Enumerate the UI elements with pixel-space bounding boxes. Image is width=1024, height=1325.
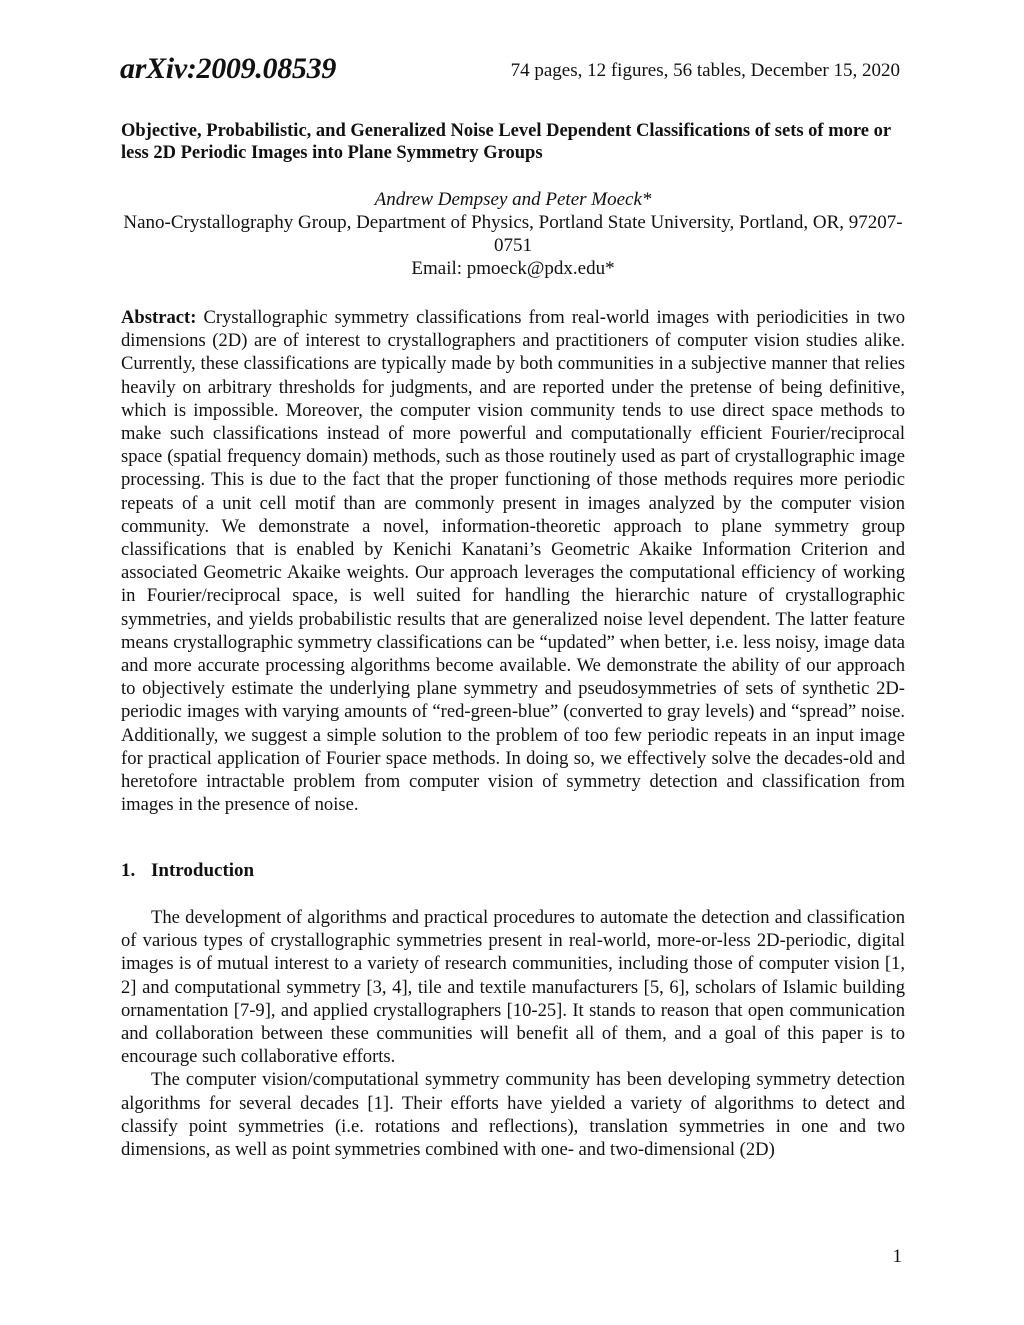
abstract-text: Crystallographic symmetry classifications from real-world images with periodicities in two dimensions (2D) are of interest to crystallographers and practitioners of computer vision studies alike. Currently, these classifications are typically made by both communities in a subjective manner that relies heavily on arbitrary thresholds for judgments, and are reported under the pretense of being definitive, which is impossible. Moreover, the computer vision community tends to use direct space methods to make such classifications instead of more powerful and computationally efficient Fourier/reciprocal space (spatial frequency domain) methods, such as those routinely used as part of crystallographic image processing. This is due to the fact that the proper functioning of those methods requires more periodic repeats of a unit cell motif than are commonly present in images analyzed by the computer vision community. We demonstrate a novel, information-theoretic approach to plane symmetry group classifications that is enabled by Kenichi Kanatani’s Geometric Akaike Information Criterion and associated Geometric Akaike weights. Our approach leverages the computational efficiency of working in Fourier/reciprocal space, is well suited for handling the hierarchic nature of crystallographic symmetries, and yields probabilistic results that are generalized noise level dependent. The latter feature means crystallographic symmetry classifications can be “updated” when better, i.e. less noisy, image data and more accurate processing algorithms become available. We demonstrate the ability of our approach to objectively estimate the underlying plane symmetry and pseudosymmetries of sets of synthetic 2D-periodic images with varying amounts of “red-green-blue” (converted to gray levels) and “spread” noise. Additionally, we suggest a simple solution to the problem of too few periodic repeats in an input image for practical application of Fourier space methods. In doing so, we effectively solve the decades-old and heretofore intractable problem from computer vision of symmetry detection and classification from images in the presence of noise. bbox=[121, 307, 905, 816]
intro-paragraph: The development of algorithms and practical procedures to automate the detection and classification of various types of crystallographic symmetries present in real-world, more-or-less 2D-periodic, digital images is of mutual interest to a variety of research communities, including those of computer vision [1, 2] and computational symmetry [3, 4], tile and textile manufacturers [5, 6], scholars of Islamic building ornamentation [7-9], and applied crystallographers [10-25]. It stands to reason that open communication and collaboration between these communities will benefit all of them, and a goal of this paper is to encourage such collaborative efforts. bbox=[121, 907, 905, 1068]
page-number: 1 bbox=[892, 1246, 902, 1267]
abstract bbox=[121, 306, 905, 816]
abstract-label: Abstract: bbox=[121, 307, 197, 328]
affiliation: Nano-Crystallography Group, Department of Physics, Portland State University, Portland, OR, 97207-0751 bbox=[123, 212, 903, 256]
paper-title: Objective, Probabilistic, and Generalized Noise Level Dependent Classifications of sets of more or less 2D Periodic Images into Plane Symmetry Groups bbox=[121, 121, 891, 163]
contact-email: Email: pmoeck@pdx.edu* bbox=[411, 258, 615, 279]
introduction-body bbox=[121, 906, 905, 1161]
author-names: Andrew Dempsey and Peter Moeck* bbox=[374, 189, 652, 210]
section-heading-introduction bbox=[121, 860, 254, 882]
section-number: 1. bbox=[121, 860, 136, 881]
section-title: Introduction bbox=[151, 860, 255, 881]
author-block bbox=[121, 188, 905, 280]
arxiv-identifier: arXiv:2009.08539 bbox=[120, 52, 337, 85]
header-metadata: 74 pages, 12 figures, 56 tables, December 15, 2020 bbox=[510, 60, 900, 81]
intro-paragraph: The computer vision/computational symmetry community has been developing symmetry detection algorithms for several decades [1]. Their efforts have yielded a variety of algorithms to detect and classify point symmetries (i.e. rotations and reflections), translation symmetries in one and two dimensions, as well as point symmetries combined with one- and two-dimensional (2D) bbox=[121, 1069, 905, 1161]
